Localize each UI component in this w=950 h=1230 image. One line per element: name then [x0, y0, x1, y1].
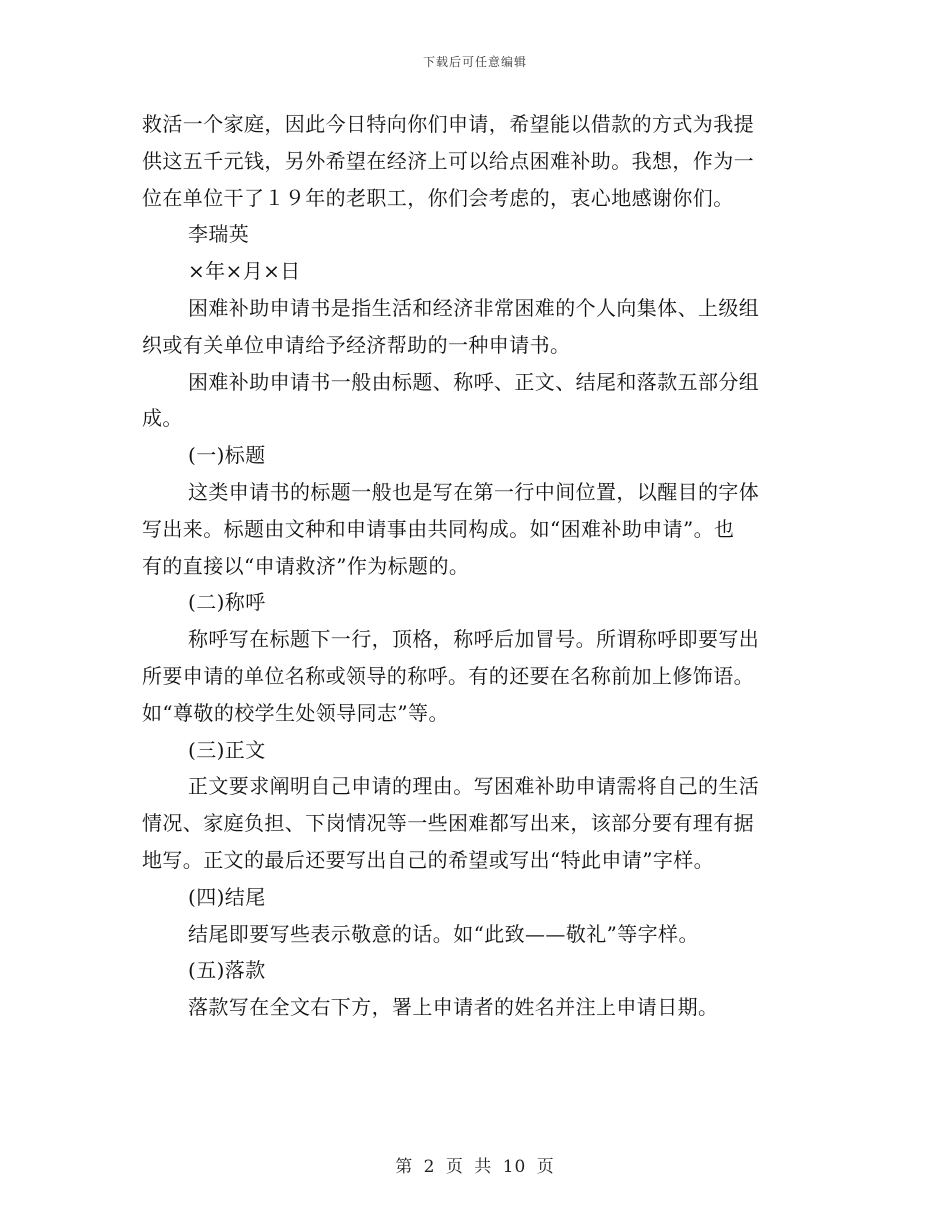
page-header: 下载后可任意编辑: [422, 55, 527, 69]
paragraph-line: 地写。正文的最后还要写出自己的希望或写出“特此申请”字样。: [142, 847, 715, 872]
paragraph-line: 如“尊敬的校学生处领导同志”等。: [142, 700, 449, 725]
paragraph-line: 这类申请书的标题一般也是写在第一行中间位置，以醒目的字体: [188, 479, 760, 504]
paragraph-line: 写出来。标题由文种和申请事由共同构成。如“困难补助申请”。也: [142, 516, 735, 541]
section-heading: (五)落款: [188, 958, 266, 983]
paragraph-line: 正文要求阐明自己申请的理由。写困难补助申请需将自己的生活: [188, 774, 760, 799]
page-number: 第 2 页 共 10 页: [395, 1157, 555, 1177]
paragraph-line: 情况、家庭负担、下岗情况等一些困难都写出来，该部分要有理有据: [142, 811, 754, 836]
paragraph-line: 救活一个家庭，因此今日特向你们申请，希望能以借款的方式为我提: [142, 112, 754, 136]
section-heading: (四)结尾: [188, 884, 266, 909]
document-body: [142, 106, 808, 1026]
paragraph-line: 困难补助申请书是指生活和经济非常困难的个人向集体、上级组: [188, 295, 760, 320]
paragraph-line: 成。: [142, 406, 183, 431]
paragraph-line: 有的直接以“申请救济”作为标题的。: [142, 553, 470, 578]
paragraph-line: 位在单位干了１９年的老职工，你们会考虑的，衷心地感谢你们。: [142, 185, 734, 210]
paragraph-line: 结尾即要写些表示敬意的话。如“此致——敬礼”等字样。: [188, 921, 699, 946]
paragraph-line: 困难补助申请书一般由标题、称呼、正文、结尾和落款五部分组: [188, 369, 760, 394]
paragraph-line: 落款写在全文右下方，署上申请者的姓名并注上申请日期。: [188, 995, 719, 1020]
paragraph-line: 供这五千元钱，另外希望在经济上可以给点困难补助。我想，作为一: [142, 148, 754, 173]
paragraph-line: 称呼写在标题下一行，顶格，称呼后加冒号。所谓称呼即要写出: [188, 627, 760, 652]
section-heading: (三)正文: [188, 737, 266, 762]
signature-name: 李瑞英: [188, 222, 250, 247]
section-heading: (二)称呼: [188, 590, 266, 615]
section-heading: (一)标题: [188, 443, 266, 468]
paragraph-line: 所要申请的单位名称或领导的称呼。有的还要在名称前加上修饰语。: [142, 663, 754, 688]
paragraph-line: 织或有关单位申请给予经济帮助的一种申请书。: [142, 332, 571, 357]
signature-date: ×年×月×日: [188, 259, 301, 284]
